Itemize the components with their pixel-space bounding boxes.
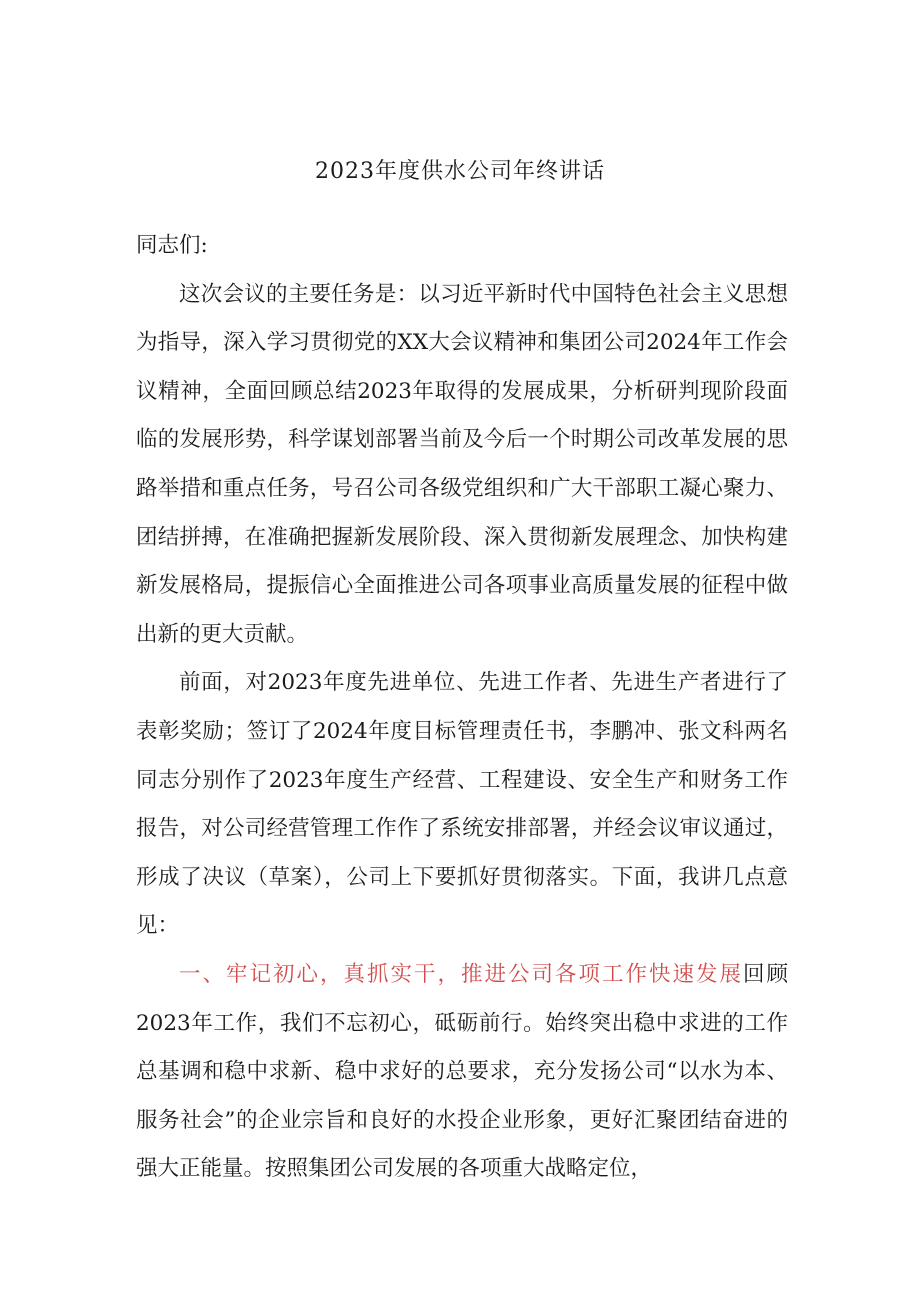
document-body — [136, 222, 788, 1194]
section-one-text: 回顾2023年工作，我们不忘初心，砥砺前行。始终突出稳中求进的工作总基调和稳中求新、稳中求好的总要求，充分发扬公司“以水为本、服务社会”的企业宗旨和良好的水投企业形象，更好汇聚团结奋进的强大正能量。按照集团公司发展的各项重大战略定位， — [136, 961, 788, 1182]
paragraph-intro: 这次会议的主要任务是：以习近平新时代中国特色社会主义思想为指导，深入学习贯彻党的XX大会议精神和集团公司2024年工作会议精神，全面回顾总结2023年取得的发展成果，分析研判现阶段面临的发展形势，科学谋划部署当前及今后一个时期公司改革发展的思路举措和重点任务，号召公司各级党组织和广大干部职工凝心聚力、团结拼搏，在准确把握新发展阶段、深入贯彻新发展理念、加快构建新发展格局，提振信心全面推进公司各项事业高质量发展的征程中做出新的更大贡献。 — [136, 281, 788, 647]
salutation: 同志们: — [136, 233, 208, 258]
paragraph-section-one — [136, 951, 788, 1194]
section-heading-one: 一、牢记初心，真抓实干，推进公司各项工作快速发展 — [179, 961, 743, 987]
paragraph-recap: 前面，对2023年度先进单位、先进工作者、先进生产者进行了表彰奖励；签订了2024年度目标管理责任书，李鹏冲、张文科两名同志分别作了2023年度生产经营、工程建设、安全生产和财务工作报告，对公司经营管理工作作了系统安排部署，并经会议审议通过，形成了决议（草案），公司上下要抓好贯彻落实。下面，我讲几点意见： — [136, 670, 788, 939]
document-title: 2023年度供水公司年终讲话 — [315, 159, 605, 184]
